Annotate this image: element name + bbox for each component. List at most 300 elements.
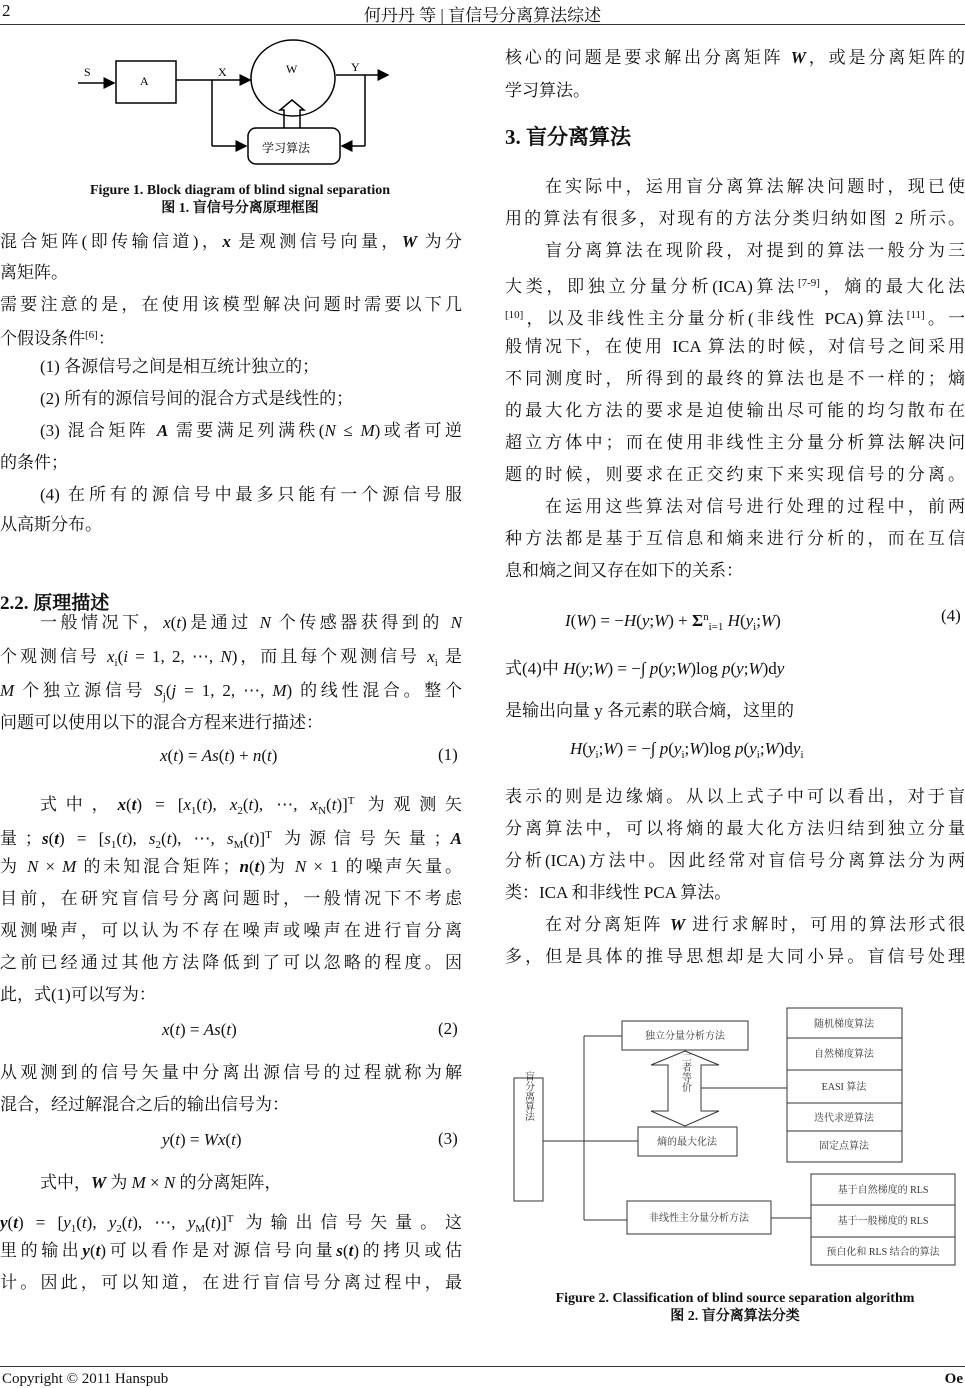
- text-run: (: [248, 857, 255, 876]
- text-run: 是输出向量 y 各元素的联合熵，这里的: [505, 701, 794, 720]
- text-run: t: [175, 1130, 180, 1149]
- text-line: [505, 432, 965, 454]
- text-run: ≤: [335, 421, 361, 440]
- text-run: 盲分离算法在现阶段，对提到的算法一般分为三: [545, 241, 965, 260]
- node-entropy-maximization: 熵的最大化法: [657, 1137, 717, 1148]
- subscript: i=1: [708, 621, 724, 633]
- page-header: [0, 0, 965, 25]
- text-run: (: [243, 829, 250, 848]
- text-line: [0, 646, 462, 674]
- label-a: A: [140, 74, 149, 88]
- text-run: ;: [671, 659, 677, 678]
- text-line: [0, 231, 462, 253]
- text-line: [505, 368, 965, 390]
- text-run: 的最大化方法的要求是迫使输出尽可能的均匀散布在: [505, 401, 965, 420]
- text-run: 从高斯分布。: [0, 515, 102, 534]
- text-run: t: [248, 795, 254, 814]
- text-run: y: [82, 1241, 90, 1260]
- text-run: 不同测度时，所得到的最终的算法也是不一样的；熵: [505, 369, 965, 388]
- text-run: 分析(ICA)方法中。因此经常对盲信号分离算法分为两: [505, 851, 965, 870]
- text-run: W: [91, 1173, 107, 1192]
- text-run: 在运用这些算法对信号进行处理的过程中，前两: [545, 497, 965, 516]
- text-line: [545, 914, 965, 936]
- text-run: )log: [690, 659, 722, 678]
- text-run: (: [225, 1130, 232, 1149]
- text-run: H: [727, 611, 740, 630]
- text-line: [505, 560, 965, 582]
- text-line: [0, 920, 462, 942]
- text-run: x: [427, 647, 435, 666]
- text-run: s: [226, 829, 234, 848]
- text-run: ，或是分离矩阵的: [805, 48, 965, 67]
- text-run: )]: [253, 829, 266, 848]
- text-run: N: [324, 421, 336, 440]
- label-equivalent: 二者等价: [679, 1052, 691, 1092]
- text-run: M: [62, 857, 77, 876]
- text-run: ) =: [179, 1130, 204, 1149]
- text-run: ;: [649, 611, 655, 630]
- text-run: (: [242, 795, 249, 814]
- text-line: [505, 272, 965, 298]
- text-run: 一般情况下，: [40, 613, 164, 632]
- text-run: ),: [126, 829, 149, 848]
- text-run: (: [48, 829, 55, 848]
- text-run: y: [663, 659, 672, 678]
- text-run: 离矩阵。: [0, 263, 68, 282]
- text-run: (4) 在所有的源信号中最多只能有一个源信号服: [40, 485, 462, 504]
- text-run: 。一: [924, 309, 965, 328]
- text-run: As: [203, 1020, 221, 1039]
- text-run: p: [649, 659, 659, 678]
- label-w: W: [286, 62, 298, 76]
- text-run: (: [570, 611, 577, 630]
- text-run: A: [450, 829, 463, 848]
- text-run: ) +: [229, 746, 253, 765]
- text-run: W: [654, 611, 669, 630]
- text-run: 计。因此，可以知道，在进行盲信号分离过程中，最: [0, 1273, 462, 1292]
- text-run: y: [587, 739, 596, 758]
- text-run: (: [218, 746, 225, 765]
- text-run: y: [749, 739, 757, 758]
- text-run: W: [748, 659, 763, 678]
- text-line: [0, 262, 462, 284]
- text-run: ) +: [668, 611, 693, 630]
- subscript: N: [318, 805, 327, 817]
- text-run: x: [160, 746, 168, 765]
- text-run: t: [13, 1213, 18, 1232]
- figure-2-caption-en: Figure 2. Classification of blind source separation algorithm: [555, 1291, 915, 1306]
- text-run: t: [81, 1213, 87, 1232]
- text-run: W: [603, 739, 618, 758]
- npca-algorithm-1: 基于一般梯度的 RLS: [837, 1216, 929, 1227]
- text-run: y: [162, 1130, 170, 1149]
- text-line: [0, 952, 462, 974]
- text-run: 在实际中，运用盲分离算法解决问题时，现已使: [545, 177, 965, 196]
- text-run: y: [63, 1213, 71, 1232]
- text-run: x: [229, 795, 238, 814]
- text-run: ) = −: [590, 611, 624, 630]
- text-run: 在对分离矩阵: [545, 915, 671, 934]
- text-run: )或者可逆: [374, 421, 462, 440]
- text-run: (: [170, 613, 177, 632]
- text-run: M: [131, 1173, 146, 1192]
- text-line: [40, 356, 462, 378]
- text-run: W: [576, 611, 591, 630]
- text-line: [505, 304, 965, 330]
- text-run: t: [331, 795, 337, 814]
- npca-algorithm-2: 预白化和 RLS 结合的算法: [826, 1247, 940, 1258]
- text-run: ) =: [179, 1020, 204, 1039]
- text-run: y: [0, 1213, 8, 1232]
- superscript: [11]: [906, 309, 925, 321]
- text-run: x: [163, 613, 171, 632]
- text-run: (: [220, 1020, 227, 1039]
- text-line: [40, 484, 462, 506]
- text-run: n: [239, 857, 249, 876]
- text-run: ), ⋯,: [253, 795, 311, 814]
- text-line: [0, 1272, 462, 1294]
- text-run: s: [336, 1241, 343, 1260]
- equation: [160, 745, 462, 767]
- text-line: [505, 80, 965, 102]
- text-line: [0, 452, 462, 474]
- text-run: 从观测到的信号矢量中分离出源信号的过程就称为解: [0, 1063, 462, 1082]
- subscript: i: [114, 657, 118, 669]
- superscript: T: [347, 795, 355, 807]
- text-run: (: [205, 1213, 211, 1232]
- text-run: 息和熵之间又存在如下的关系：: [505, 561, 743, 580]
- text-run: (: [196, 795, 203, 814]
- text-run: 核心的问题是要求解出分离矩阵: [505, 48, 791, 67]
- text-line: [505, 464, 965, 486]
- text-run: Wx: [203, 1130, 226, 1149]
- label-learning-algorithm: 学习算法: [262, 141, 311, 155]
- text-line: [505, 946, 965, 968]
- text-run: 是观测信号向量，: [230, 232, 402, 251]
- equation-number-3: (3): [438, 1129, 458, 1148]
- subscript: j: [162, 691, 166, 703]
- text-run: p: [735, 739, 744, 758]
- text-run: M: [272, 681, 287, 700]
- text-run: W: [676, 659, 691, 678]
- text-run: ×: [145, 1173, 164, 1192]
- text-run: 个观测信号: [0, 647, 107, 666]
- text-line: [505, 528, 965, 550]
- text-run: N: [450, 613, 462, 632]
- figure-1-block-diagram: [0, 30, 480, 180]
- node-ica: 独立分量分析方法: [645, 1031, 725, 1042]
- text-run: )d: [778, 739, 793, 758]
- text-run: t: [254, 857, 260, 876]
- text-run: N: [26, 857, 39, 876]
- text-run: t: [348, 1241, 354, 1260]
- figure-2-caption: [505, 1290, 965, 1326]
- text-run: 此，式(1)可以写为：: [0, 985, 156, 1004]
- label-s: S: [84, 65, 91, 79]
- text-line: [40, 388, 462, 410]
- text-run: = 1, 2, ⋯,: [128, 647, 221, 666]
- equation-number-2: (2): [438, 1019, 458, 1038]
- subscript: 2: [237, 805, 243, 817]
- text-run: t: [231, 1130, 236, 1149]
- superscript: [6]: [85, 329, 98, 341]
- text-run: S: [154, 681, 163, 700]
- ica-algorithm-1: 自然梯度算法: [814, 1049, 874, 1060]
- text-run: 般情况下，在使用 ICA 算法的时候，对信号之间采用: [505, 337, 965, 356]
- text-line: [505, 882, 965, 904]
- text-run: )可以看作是对源信号向量: [100, 1241, 337, 1260]
- text-line: [0, 1062, 462, 1084]
- text-run: W: [689, 739, 704, 758]
- subscript: i: [434, 657, 438, 669]
- text-run: = 1, 2, ⋯,: [176, 681, 273, 700]
- text-run: x: [107, 647, 115, 666]
- text-run: (: [161, 829, 167, 848]
- text-run: 目前，在研究盲信号分离问题时，一般情况下不考虑: [0, 889, 462, 908]
- text-run: ;: [756, 611, 761, 630]
- text-run: 3. 盲分离算法: [505, 125, 631, 149]
- text-run: y: [581, 659, 589, 678]
- text-run: ，以及非线性主分量分析(非线性 PCA)算法: [523, 309, 907, 328]
- text-line: [40, 612, 462, 634]
- npca-algorithm-0: 基于自然梯度的 RLS: [837, 1185, 929, 1196]
- text-run: y: [736, 659, 744, 678]
- text-line: [505, 786, 965, 808]
- text-run: N: [259, 613, 271, 632]
- text-run: As: [201, 746, 219, 765]
- publisher-mark: Oe: [944, 1371, 963, 1387]
- text-run: (: [739, 611, 746, 630]
- subscript: M: [195, 1223, 206, 1235]
- text-run: I: [565, 611, 571, 630]
- ica-algorithm-2: EASI 算法: [821, 1082, 867, 1093]
- equation-number-4: (4): [941, 606, 961, 625]
- text-line: [0, 712, 462, 734]
- text-run: t: [224, 746, 230, 765]
- text-line: [40, 1172, 462, 1194]
- text-run: )]: [215, 1213, 227, 1232]
- text-run: ) = −∫: [617, 739, 660, 758]
- text-run: y: [673, 739, 682, 758]
- page-number: 2: [2, 1, 11, 20]
- text-run: (: [575, 659, 582, 678]
- text-run: y: [187, 1213, 196, 1232]
- text-run: M: [360, 421, 375, 440]
- figure-1-caption: [0, 182, 480, 218]
- text-run: s: [104, 829, 111, 848]
- text-run: 为分: [416, 232, 463, 251]
- text-run: 的未知混合矩阵；: [76, 857, 240, 876]
- text-run: A: [156, 421, 169, 440]
- subscript: 1: [70, 1223, 77, 1235]
- text-line: [505, 658, 965, 680]
- superscript: n: [703, 611, 709, 623]
- text-run: t: [249, 829, 254, 848]
- text-run: (: [89, 1241, 96, 1260]
- equation-number-1: (1): [438, 745, 458, 764]
- text-run: n: [252, 746, 262, 765]
- text-run: 种方法都是基于互信息和熵来进行分析的，而在互信: [505, 529, 965, 548]
- text-run: y: [792, 739, 801, 758]
- text-run: 量；: [0, 829, 42, 848]
- text-run: (: [342, 1241, 349, 1260]
- text-run: t: [127, 1213, 133, 1232]
- text-run: t: [95, 1241, 101, 1260]
- subscript: 1: [110, 839, 117, 851]
- text-run: ): [231, 1020, 237, 1039]
- figure-2-classification-diagram: [505, 1000, 965, 1270]
- text-run: (: [169, 1130, 176, 1149]
- text-line: [0, 680, 462, 708]
- text-run: )的拷贝或估: [353, 1241, 462, 1260]
- text-line: [0, 824, 462, 856]
- text-run: 式中，: [40, 795, 118, 814]
- text-run: t: [54, 829, 59, 848]
- text-run: (: [165, 681, 172, 700]
- text-run: p: [722, 659, 731, 678]
- text-line: [40, 420, 462, 442]
- text-run: ：: [97, 329, 115, 348]
- superscript: T: [265, 829, 272, 841]
- text-run: 分离算法中，可以将熵的最大化方法归结到独立分量: [505, 819, 965, 838]
- text-run: ): [235, 1130, 242, 1149]
- subscript: i: [595, 749, 599, 761]
- text-run: (: [636, 611, 642, 630]
- text-run: N: [163, 1173, 176, 1192]
- text-run: N: [294, 857, 307, 876]
- text-run: (: [326, 795, 332, 814]
- text-run: (: [730, 659, 737, 678]
- text-run: s: [41, 829, 49, 848]
- running-title: 何丹丹 等 | 盲信号分离算法综述: [363, 6, 602, 25]
- text-line: [505, 400, 965, 422]
- text-run: ) =: [177, 746, 202, 765]
- text-run: 类：ICA 和非线性 PCA 算法。: [505, 883, 732, 902]
- superscript: [10]: [505, 309, 524, 321]
- text-run: t: [166, 829, 172, 848]
- text-run: p: [659, 739, 669, 758]
- text-line: [40, 790, 462, 822]
- text-run: t: [173, 746, 178, 765]
- text-line: [545, 176, 965, 198]
- subscript: M: [233, 839, 244, 851]
- node-nonlinear-pca: 非线性主分量分析方法: [649, 1213, 749, 1224]
- text-run: t: [267, 746, 272, 765]
- figure-2-caption-zh: 图 2. 盲分离算法分类: [670, 1309, 800, 1324]
- text-run: t: [226, 1020, 232, 1039]
- page-footer: [0, 1366, 965, 1387]
- equation: [570, 738, 965, 766]
- text-run: 为: [0, 857, 27, 876]
- figure-1-caption-en: Figure 1. Block diagram of blind signal separation: [90, 183, 390, 198]
- text-run: 需要注意的是，在使用该模型解决问题时需要以下几: [0, 295, 462, 314]
- text-line: [0, 856, 462, 878]
- text-run: ) = [: [136, 795, 184, 814]
- text-run: ): [775, 611, 781, 630]
- text-run: y: [108, 1213, 117, 1232]
- text-run: (: [582, 739, 588, 758]
- text-line: [0, 888, 462, 910]
- text-run: t: [176, 613, 182, 632]
- text-run: ),: [86, 1213, 109, 1232]
- text-line: [0, 324, 462, 350]
- text-run: t: [131, 795, 137, 814]
- text-run: x: [162, 1020, 170, 1039]
- equation: [162, 1019, 462, 1041]
- text-run: 为: [106, 1173, 132, 1192]
- text-run: 为观测矢: [354, 795, 462, 814]
- text-run: y: [745, 611, 754, 630]
- superscript: T: [226, 1213, 234, 1225]
- equation: [162, 1129, 462, 1151]
- text-line: [505, 700, 965, 722]
- text-run: 的条件；: [0, 453, 68, 472]
- text-line: [0, 1240, 462, 1262]
- text-run: W: [593, 659, 608, 678]
- text-run: N: [220, 647, 232, 666]
- text-run: 需要满足列满秩(: [168, 421, 325, 440]
- subscript: i: [753, 621, 757, 633]
- text-run: ), ⋯,: [132, 1213, 188, 1232]
- text-run: (: [169, 1020, 176, 1039]
- text-run: M: [0, 681, 15, 700]
- text-run: H: [623, 611, 637, 630]
- text-run: ，熵的最大化法: [819, 277, 965, 296]
- text-run: 为源信号矢量；: [271, 829, 451, 848]
- text-run: )是通过: [181, 613, 260, 632]
- text-run: )log: [703, 739, 736, 758]
- text-run: W: [401, 232, 417, 251]
- text-run: (: [121, 1213, 128, 1232]
- text-run: t: [202, 795, 207, 814]
- text-run: H: [563, 659, 576, 678]
- text-run: (: [125, 795, 132, 814]
- text-run: (: [743, 739, 750, 758]
- text-run: x: [222, 232, 231, 251]
- text-run: (2) 所有的源信号间的混合方式是线性的；: [40, 389, 354, 408]
- text-run: W: [790, 48, 806, 67]
- text-run: (: [261, 746, 268, 765]
- text-run: (: [668, 739, 674, 758]
- label-x: X: [218, 65, 227, 79]
- text-line: [505, 47, 965, 69]
- text-run: ;: [684, 739, 690, 758]
- text-run: (: [167, 746, 174, 765]
- text-line: [545, 496, 965, 518]
- text-run: (3) 混合矩阵: [40, 421, 157, 440]
- text-run: (: [76, 1213, 82, 1232]
- text-run: x: [117, 795, 126, 814]
- text-run: 进行求解时，可用的算法形式很: [685, 915, 965, 934]
- text-run: 式中，: [40, 1173, 91, 1192]
- figure-1-caption-zh: 图 1. 盲信号分离原理框图: [161, 201, 319, 216]
- text-run: W: [760, 611, 776, 630]
- node-root-bss: 盲分离算法: [522, 1071, 534, 1121]
- text-run: (: [117, 647, 124, 666]
- text-run: y: [776, 659, 785, 678]
- text-run: 大类，即独立分量分析(ICA)算法: [505, 277, 798, 296]
- text-run: 学习算法。: [505, 81, 590, 100]
- text-run: 里的输出: [0, 1241, 83, 1260]
- text-run: 个假设条件: [0, 329, 85, 348]
- ica-algorithm-3: 迭代求逆算法: [814, 1113, 874, 1124]
- text-run: ),: [206, 795, 230, 814]
- text-run: t: [210, 1213, 216, 1232]
- text-line: [0, 984, 462, 1006]
- section-heading: [505, 126, 965, 150]
- text-run: ) 的线性混合。整个: [286, 681, 463, 700]
- subscript: i: [756, 749, 760, 761]
